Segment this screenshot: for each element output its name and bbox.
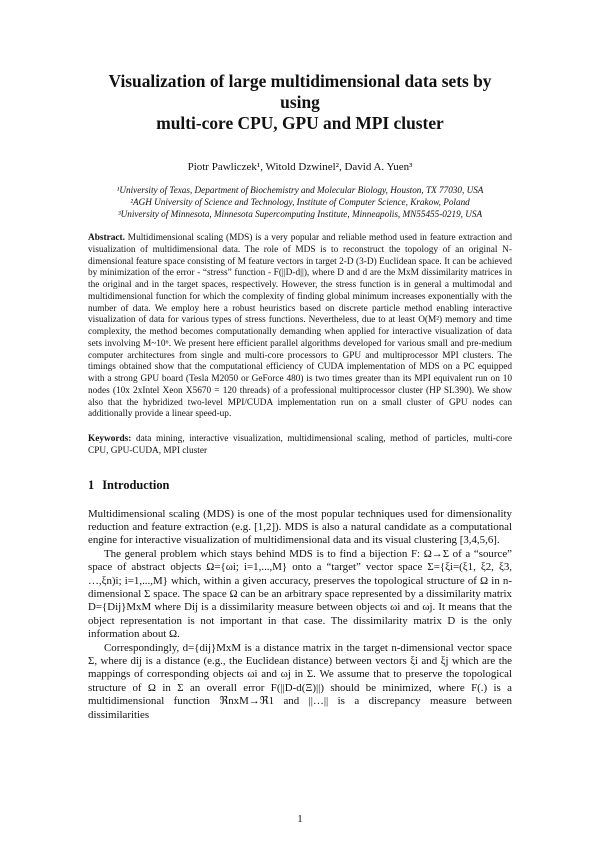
paper-title — [88, 71, 512, 134]
affiliation-3: ³University of Minnesota, Minnesota Supercomputing Institute, Minneapolis, MN55455-0219, USA — [117, 209, 483, 219]
abstract — [88, 233, 512, 421]
keywords-label: Keywords: — [88, 434, 132, 444]
keywords-text: data mining, interactive visualization, multidimensional scaling, method of particles, multi-core CPU, GPU-CUDA, MPI cluster — [88, 434, 512, 456]
paper-page — [0, 71, 600, 847]
intro-paragraph-1: Multidimensional scaling (MDS) is one of the most popular techniques used for dimensionality reduction and feature extraction (e.g. [1,2]). MDS is also a natural candidate as a computational engine for interactive visualization of multidimensional data and its visual clustering [3,4,5,6]. — [88, 507, 512, 547]
affiliation-1: ¹University of Texas, Department of Biochemistry and Molecular Biology, Houston, TX 77030, USA — [116, 185, 484, 195]
affiliation-list — [88, 184, 512, 220]
abstract-text: Multidimensional scaling (MDS) is a very popular and reliable method used in feature extraction and visualization of multidimensional data. The role of MDS is to reconstruct the topology of an original N-dimensional feature space consisting of M feature vectors in target 2-D (3-D) Euclidean space. It can be achieved by minimization of the error - “stress” function - F(||D-d||), where D and d are the MxM dissimilarity matrices in the original and in the target spaces, respectively. However, the stress function is in general a multimodal and multidimensional function for which the complexity of finding global minimum increases exponentially with the number of data. We employ here a robust heuristics based on discrete particle method enabling interactive visualization of data for various types of stress functions. Nevertheless, due to at least O(M²) memory and time complexity, the method becomes computationally demanding when applied for interactive visualization of data sets involving M~10⁶. We present here efficient parallel algorithms developed for various small and pre-medium computer architectures from single and multi-core processors to GPU and multiprocessor MPI clusters. The timings obtained show that the computational efficiency of CUDA implementation of MDS on a PC equipped with a strong GPU board (Tesla M2050 or GeForce 480) is two times greater than its MPI equivalent run on 10 nodes (10x 2xIntel Xeon X5670 = 120 threads) of a professional multiprocessor cluster (HP SL390). We show also that the hybridized two-level MPI/CUDA implementation run on a small cluster of GPU nodes can additionally provide a linear speed-up. — [88, 233, 512, 420]
intro-paragraph-3: Correspondingly, d={dij}MxM is a distance matrix in the target n-dimensional vector space Σ, where dij is a distance (e.g., the Euclidean distance) between vectors ξi and ξj which are the mappings of corresponding objects ωi and ωj in Σ. We assume that to preserve the topological structure of Ω in Σ an overall error F(||D-d(Ξ)||) should be minimized, where F(.) is a multidimensional function ℜnxM→ℜ1 and ||…|| is a discrepancy measure between dissimilarities — [88, 641, 512, 721]
keywords — [88, 434, 512, 458]
intro-paragraph-2: The general problem which stays behind MDS is to find a bijection F: Ω→Σ of a “source” space of abstract objects Ω={ωi; i=1,...,M} onto a “target” vector space Σ={ξi=(ξ1, ξ2, ξ3, …,ξn)i; i=1,...,M} which, within a given accuracy, preserves the topological structure of Ω in n-dimensional Σ space. The space Ω can be an arbitrary space represented by a dissimilarity matrix D={Dij}MxM where Dij is a dissimilarity measure between objects ωi and ωj. It means that the object representation is not important in that case. The dissimilarity matrix D is the only information about Ω. — [88, 547, 512, 641]
section-number: 1 — [88, 477, 95, 492]
page-number: 1 — [297, 813, 303, 825]
affiliation-2: ²AGH University of Science and Technology, Institute of Computer Science, Krakow, Poland — [130, 197, 470, 207]
section-title: Introduction — [102, 477, 170, 492]
paper-title-line-1: Visualization of large multidimensional data sets by using — [108, 71, 492, 112]
author-list: Piotr Pawliczek¹, Witold Dzwinel², David A. Yuen³ — [187, 161, 413, 173]
abstract-label: Abstract. — [88, 233, 125, 243]
section-heading — [88, 478, 512, 493]
paper-title-line-2: multi-core CPU, GPU and MPI cluster — [156, 113, 444, 133]
